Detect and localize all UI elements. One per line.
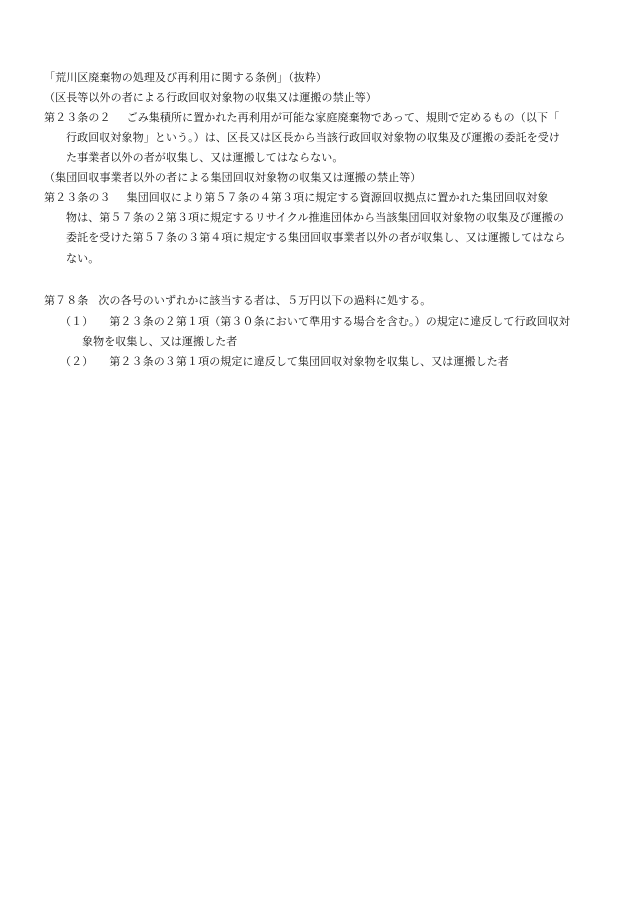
article-23-2-text: ごみ集積所に置かれた再利用が可能な家庭廃棄物であって、規則で定めるもの（以下「 [126, 111, 560, 124]
article-78-label: 第７８条 [44, 294, 89, 307]
list-item-1-line-1 [60, 314, 570, 330]
list-item-1-line-2: 象物を収集し、又は運搬した者 [82, 335, 238, 348]
article-23-3-text: 集団回収により第５７条の４第３項に規定する資源回収拠点に置かれた集団回収対象 [126, 191, 549, 204]
article-23-3-label: 第２３条の３ [44, 191, 111, 204]
article-23-2-line-2: 行政回収対象物」という。）は、区長又は区長から当該行政回収対象物の収集及び運搬の委託を受け [66, 131, 560, 144]
article-23-3-line-1 [44, 190, 548, 206]
article-23-3-line-3: 委託を受けた第５７条の３第４項に規定する集団回収事業者以外の者が収集し、又は運搬してはなら [66, 231, 566, 244]
list-item-1-number: （１） [60, 315, 94, 328]
document-title: 「荒川区廃棄物の処理及び再利用に関する条例」（抜粋） [44, 71, 328, 84]
article-23-3-line-2: 物は、第５７条の２第３項に規定するリサイクル推進団体から当該集団回収対象物の収集及び運搬の [66, 211, 564, 224]
article-78 [44, 293, 431, 309]
list-item-2 [60, 354, 509, 370]
section-heading-23-2: （区長等以外の者による行政回収対象物の収集又は運搬の禁止等） [44, 91, 377, 104]
article-23-2-line-1 [44, 110, 559, 126]
list-item-1-text: 第２３条の２第１項（第３０条において準用する場合を含む。）の規定に違反して行政回収対 [109, 315, 571, 328]
article-23-3-line-4: ない。 [66, 252, 100, 265]
list-item-2-number: （２） [60, 355, 94, 368]
list-item-2-text: 第２３条の３第１項の規定に違反して集団回収対象物を収集し、又は運搬した者 [109, 355, 509, 368]
section-heading-23-3: （集団回収事業者以外の者による集団回収対象物の収集又は運搬の禁止等） [44, 171, 422, 184]
article-23-2-label: 第２３条の２ [44, 111, 111, 124]
article-78-text: 次の各号のいずれかに該当する者は、５万円以下の過料に処する。 [98, 294, 432, 307]
article-23-2-line-3: た事業者以外の者が収集し、又は運搬してはならない。 [66, 151, 344, 164]
